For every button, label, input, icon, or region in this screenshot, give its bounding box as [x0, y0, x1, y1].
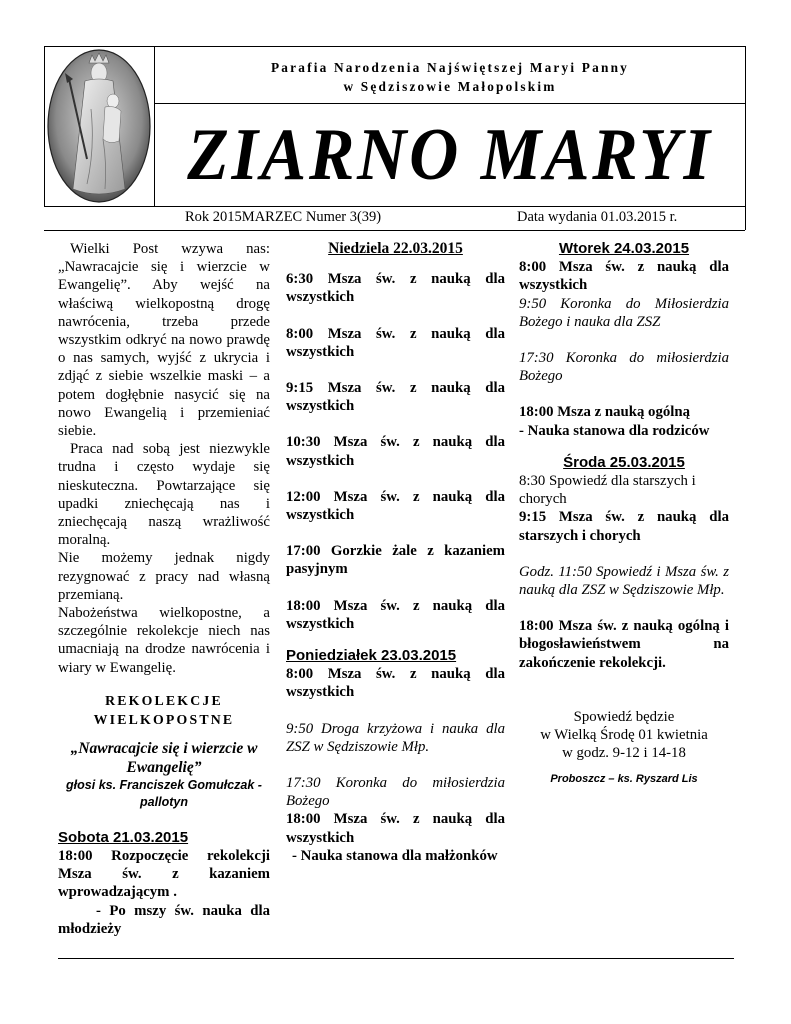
- column-right: [519, 240, 729, 789]
- header-frame-bottom: [44, 206, 745, 207]
- retreat-preacher: głosi ks. Franciszek Gomułczak - pallotyn: [66, 777, 262, 809]
- confession-note-line2: w Wielką Środę 01 kwietnia: [540, 727, 708, 744]
- schedule-item: - Nauka stanowa dla rodziców: [519, 422, 710, 439]
- schedule-item: 8:00 Msza św. z nauką dla wszystkich: [286, 325, 505, 360]
- retreat-heading-line1: REKOLEKCJE: [105, 692, 223, 708]
- header-divider: [154, 103, 745, 104]
- confession-note-line1: Spowiedź będzie: [573, 708, 675, 725]
- newsletter-title: ZIARNO MARYI: [187, 114, 713, 196]
- schedule-item: 9:50 Droga krzyżowa i nauka dla ZSZ w Sędziszowie Młp.: [286, 720, 505, 755]
- day-heading-tuesday: Wtorek 24.03.2015: [558, 240, 690, 257]
- day-heading-saturday: Sobota 21.03.2015: [58, 828, 189, 846]
- schedule-item: - Po mszy św. nauka dla młodzieży: [58, 902, 270, 937]
- parish-name: [155, 58, 745, 96]
- schedule-item: 18:00 Msza św. z nauką ogólną i błogosławieństwem na zakończenie rekolekcji.: [519, 618, 729, 671]
- issue-line-rule: [44, 230, 745, 231]
- day-heading-wednesday: Środa 25.03.2015: [563, 453, 685, 471]
- header-frame-right: [745, 46, 746, 230]
- day-heading-monday: Poniedziałek 23.03.2015: [286, 647, 457, 665]
- madonna-portrait-image: [47, 49, 151, 203]
- column-left: [58, 240, 270, 938]
- schedule-item: 10:30 Msza św. z nauką dla wszystkich: [286, 434, 505, 469]
- issue-number: Rok 2015MARZEC Numer 3(39): [185, 209, 382, 225]
- intro-paragraph: Praca nad sobą jest niezwykle trudna i często wydaje się nieskuteczna. Powtarzające się upadki zniechęcają nas i zniechęcają naszą wrażliwość moralną.: [58, 441, 270, 549]
- schedule-item: 17:30 Koronka do miłosierdzia Bożego: [519, 350, 729, 385]
- confession-note-line3: w godz. 9-12 i 14-18: [562, 745, 686, 762]
- schedule-item: 17:00 Gorzkie żale z kazaniem pasyjnym: [286, 543, 505, 578]
- schedule-item: 8:00 Msza św. z nauką dla wszystkich: [286, 666, 505, 701]
- retreat-heading-line2: WIELKOPOSTNE: [93, 711, 235, 727]
- intro-paragraph: Wielki Post wzywa nas: „Nawracajcie się i wierzcie w Ewangelię”. Aby wejść na właściwą wielkopostną drogę nawrócenia, trzeba przede wszystkim odkryć na nowo prawdę o nas samych, wyjść z ukrycia i zdjąć z siebie wszelkie maski – a potem dogłębnie nasycić się na nowo Ewangelią i przemieniać siebie.: [58, 241, 270, 440]
- schedule-item: 18:00 Msza św. z nauką dla wszystkich: [286, 811, 505, 846]
- parish-name-line2: w Sędziszowie Małopolskim: [343, 79, 557, 94]
- header-frame-left: [44, 46, 45, 206]
- schedule-item: Godz. 11:50 Spowiedź i Msza św. z nauką dla ZSZ w Sędziszowie Młp.: [519, 563, 729, 599]
- parish-name-line1: Parafia Narodzenia Najświętszej Maryi Panny: [270, 60, 630, 75]
- schedule-item: 9:15 Msza św. z nauką dla wszystkich: [286, 380, 505, 415]
- retreat-motto: „Nawracajcie się i wierzcie w Ewangelię”: [70, 739, 258, 776]
- day-heading-sunday: Niedziela 22.03.2015: [328, 240, 463, 257]
- schedule-item: - Nauka stanowa dla małżonków: [292, 847, 498, 864]
- schedule-item: 8:00 Msza św. z nauką dla wszystkich: [519, 259, 729, 294]
- header-frame-top: [44, 46, 745, 47]
- schedule-item: 9:50 Koronka do Miłosierdzia Bożego i nauka dla ZSZ: [519, 295, 729, 330]
- pastor-signature: Proboszcz – ks. Ryszard Lis: [550, 773, 698, 786]
- schedule-item: 18:00 Rozpoczęcie rekolekcji Msza św. z kazaniem wprowadzającym .: [58, 848, 270, 901]
- column-middle: [286, 240, 505, 865]
- intro-paragraph: Nie możemy jednak nigdy rezygnować z pracy nad własną przemianą.: [58, 550, 270, 603]
- schedule-item: 8:30 Spowiedź dla starszych i chorych: [519, 473, 696, 508]
- schedule-item: 6:30 Msza św. z nauką dla wszystkich: [286, 271, 505, 306]
- schedule-item: 18:00 Msza z nauką ogólną: [519, 404, 690, 421]
- schedule-item: 9:15 Msza św. z nauką dla starszych i chorych: [519, 509, 729, 544]
- schedule-item: 17:30 Koronka do miłosierdzia Bożego: [286, 775, 505, 810]
- schedule-item: 12:00 Msza św. z nauką dla wszystkich: [286, 488, 505, 524]
- schedule-item: 18:00 Msza św. z nauką dla wszystkich: [286, 597, 505, 632]
- intro-paragraph: Nabożeństwa wielkopostne, a szczególnie rekolekcje niech nas umacniają na drodze nawrócenia i wiary w Ewangelię.: [58, 605, 270, 676]
- footer-rule: [58, 958, 734, 959]
- publication-date: Data wydania 01.03.2015 r.: [517, 209, 678, 225]
